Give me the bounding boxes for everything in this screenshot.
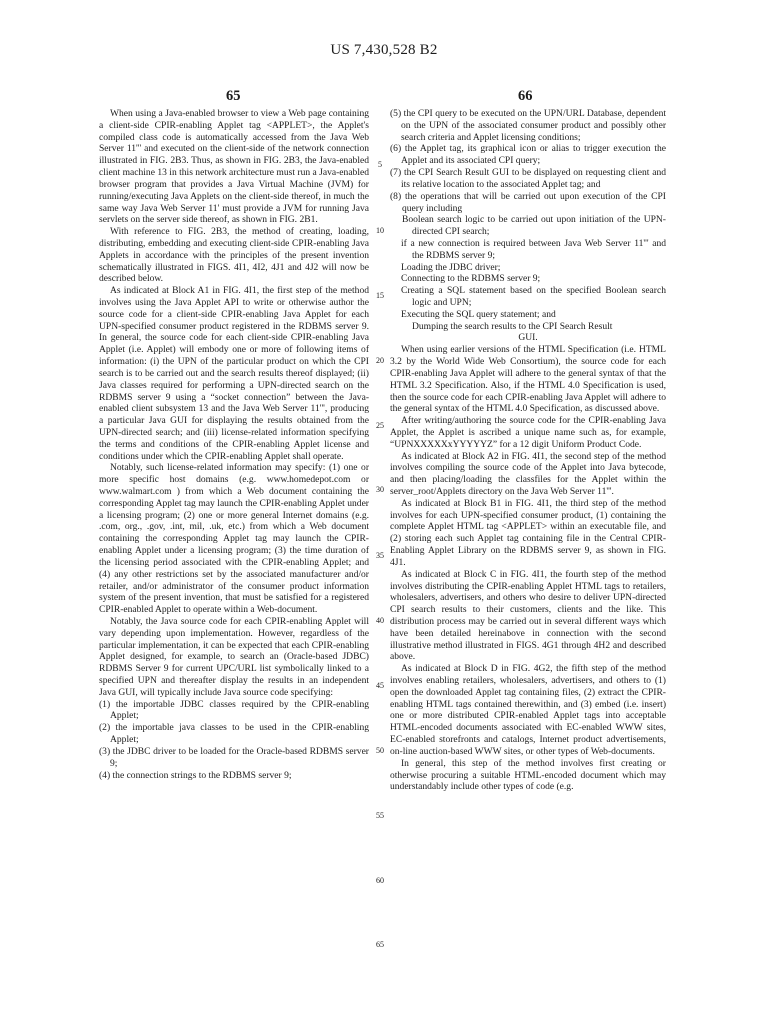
line-number: 60 — [376, 876, 384, 885]
line-number: 55 — [376, 811, 384, 820]
paragraph: Notably, such license-related information may specify: (1) one or more specific host domains (e.g. www.homedepot.com or www.walmart.com ) from which a Web document containing the corresponding Applet tag may launch the CPIR-enabling Applet under a licensing program; (2) one or more general Internet domains (e.g. .com, org., .gov, .int, mil, .uk, etc.) from which a Web document containing the corresponding Applet tag may launch the CPIR-enabling Applet under a licensing program; (3) the time duration of the licensing period associated with the CPIR-enabling Applet; and (4) any other restrictions set by the associated manufacturer and/or retailer, and/or administrator of the consumer product information system of the present invention, that must be satisfied for a registered CPIR-enabled Applet to operate within a Web-document. — [99, 462, 369, 616]
line-number: 50 — [376, 746, 384, 755]
line-number: 15 — [376, 291, 384, 300]
sub-item: Creating a SQL statement based on the specified Boolean search logic and UPN; — [401, 285, 666, 308]
paragraph: After writing/authoring the source code for the CPIR-enabling Java Applet, the Applet is ascribed a unique name such as, for example, “UPNXXXXXxYYYYYZ” for a 12 digit Uniform Product Code. — [390, 415, 666, 450]
sub-item: Connecting to the RDBMS server 9; — [401, 273, 541, 285]
page-number-left: 65 — [226, 88, 241, 104]
paragraph: As indicated at Block D in FIG. 4G2, the fifth step of the method involves enabling retailers, wholesalers, advertisers, and others to (1) open the downloaded Applet tag containing files, (2) extract the CPIR-enabling HTML tags contained therewithin, and (3) embed (i.e. insert) one or more distributed CPIR-enabled Applet tags into acceptable HTML-encoded documents associated with EC-enabled WWW sites, EC-enabled storefronts and catalogs, Internet product advertisements, on-line auction-based WWW sites, or other types of Web-documents. — [390, 663, 666, 757]
right-column — [390, 108, 666, 793]
paragraph: With reference to FIG. 2B3, the method of creating, loading, distributing, embedding and executing client-side CPIR-enabling Java Applets in accordance with the principles of the present invention schematically illustrated in FIGS. 4I1, 4I2, 4J1 and 4J2 will now be described below. — [99, 226, 369, 285]
list-item: (7) the CPI Search Result GUI to be displayed on requesting client and its relative location to the associated Applet tag; and — [390, 167, 666, 190]
line-number: 5 — [378, 160, 382, 169]
line-number: 30 — [376, 485, 384, 494]
list-item: (6) the Applet tag, its graphical icon or alias to trigger execution the Applet and its associated CPI query; — [390, 143, 666, 167]
paragraph: When using a Java-enabled browser to view a Web page containing a client-side CPIR-enabling Applet tag <APPLET>, the Applet's compiled class code is automatically accessed from the Java Web Server 11''' and executed on the client-side of the network connection illustrated in FIG. 2B3. Thus, as shown in FIG. 2B3, the Java-enabled client machine 13 in this network architecture must run a Java-enabled browser program that provides a Java Virtual Machine (JVM) for running/executing Java Applets on the client-side thereof, in much the same way Java Web Server 11' must provide a JVM for running Java servlets on the server side thereof, as shown in FIG. 2B1. — [99, 108, 369, 226]
left-column — [99, 108, 369, 781]
sub-item: Dumping the search results to the CPI Search Result — [412, 320, 613, 332]
paragraph: In general, this step of the method involves first creating or otherwise procuring a suitable HTML-encoded document which may understandably include other types of code (e.g. — [390, 757, 666, 793]
patent-number: US 7,430,528 B2 — [330, 42, 438, 58]
list-item: (2) the importable java classes to be used in the CPIR-enabling Applet; — [99, 722, 369, 746]
line-number: 10 — [376, 226, 384, 235]
paragraph: As indicated at Block B1 in FIG. 4I1, the third step of the method involves for each UPN-specified consumer product, (1) containing the complete Applet HTML tag <APPLET> within an executable file, and (2) storing each such Applet tag containing file in the Central CPIR-Enabling Applet Library on the RDBMS server 9, as shown in FIG. 4J1. — [390, 497, 666, 568]
sub-item: Loading the JDBC driver; — [401, 261, 501, 273]
sub-item-continuation: GUI. — [518, 332, 538, 344]
line-number: 20 — [376, 356, 384, 365]
line-number: 25 — [376, 421, 384, 430]
list-item: (4) the connection strings to the RDBMS server 9; — [99, 769, 292, 781]
paragraph: As indicated at Block A1 in FIG. 4I1, the first step of the method involves using the Java Applet API to write or otherwise author the source code for a client-side CPIR-enabling Java Applet for each UPN-specified consumer product registered in the RDBMS server 9. In general, the source code for each client-side CPIR-enabling Java Applet (i.e. Applet) will embody one or more of following items of information: (i) the UPN of the particular product on which the CPI search is to be carried out and the search results thereof displayed; (ii) Java classes required for performing a UPN-directed search on the RDBMS server 9 using a “socket connection” between the Java-enabled client subsystem 13 and the Java Web Server 11''', producing a particular Java GUI for displaying the results obtained from the UPN-directed search; and (iii) license-related information specifying the terms and conditions of the CPIR-enabling Applet license and conditions under which the CPIR-enabling Applet shall operate. — [99, 285, 369, 462]
line-number: 45 — [376, 681, 384, 690]
paragraph: As indicated at Block C in FIG. 4I1, the fourth step of the method involves distributing the CPIR-enabling Applet HTML tags to retailers, wholesalers, advertisers, and others who desire to deliver UPN-directed CPI search results to their customers, clients and the like. This distribution process may be carried out in several different ways which have been detailed hereinabove in connection with the second illustrative method illustrated in FIGS. 4G1 through 4H2 and described above. — [390, 568, 666, 663]
list-item: (3) the JDBC driver to be loaded for the Oracle-based RDBMS server 9; — [99, 745, 369, 769]
paragraph: When using earlier versions of the HTML Specification (i.e. HTML 3.2 by the World Wide Web Consortium), the source code for each CPIR-enabling Java Applet will adhere to the general syntax of that the HTML 3.2 Specification. Also, if the HTML 4.0 Specification is used, then the source code for each CPIR-enabling Java Applet will adhere to the general syntax of the HTML 4.0 Specification, as discussed above. — [390, 344, 666, 415]
page-number-right: 66 — [518, 88, 533, 104]
paragraph: Notably, the Java source code for each CPIR-enabling Applet will vary depending upon implementation. However, regardless of the particular implementation, it can be expected that each CPIR-enabling Applet designed, for example, to search an (Oracle-based JDBC) RDBMS Server 9 for current UPC/URL list symbolically linked to a specified UPN and thereafter display the results in an independent Java GUI, will typically include Java source code specifying: — [99, 615, 369, 698]
list-item: (1) the importable JDBC classes required by the CPIR-enabling Applet; — [99, 698, 369, 722]
line-number: 65 — [376, 940, 384, 949]
line-number: 40 — [376, 616, 384, 625]
sub-item: Executing the SQL query statement; and — [401, 308, 556, 320]
sub-item: if a new connection is required between Java Web Server 11''' and the RDBMS server 9; — [401, 237, 666, 261]
list-item: (5) the CPI query to be executed on the UPN/URL Database, dependent on the UPN of the associated consumer product and possibly other search criteria and Applet licensing conditions; — [390, 108, 666, 143]
paragraph: As indicated at Block A2 in FIG. 4I1, the second step of the method involves compiling the source code of the Applet into Java bytecode, and then placing/loading the classfiles for the Applet within the server_root/Applets directory on the Java Web Server 11'''. — [390, 450, 666, 497]
sub-item: Boolean search logic to be carried out upon initiation of the UPN-directed CPI search; — [402, 214, 666, 238]
list-item: (8) the operations that will be carried out upon execution of the CPI query including — [390, 190, 666, 214]
line-number: 35 — [376, 551, 384, 560]
